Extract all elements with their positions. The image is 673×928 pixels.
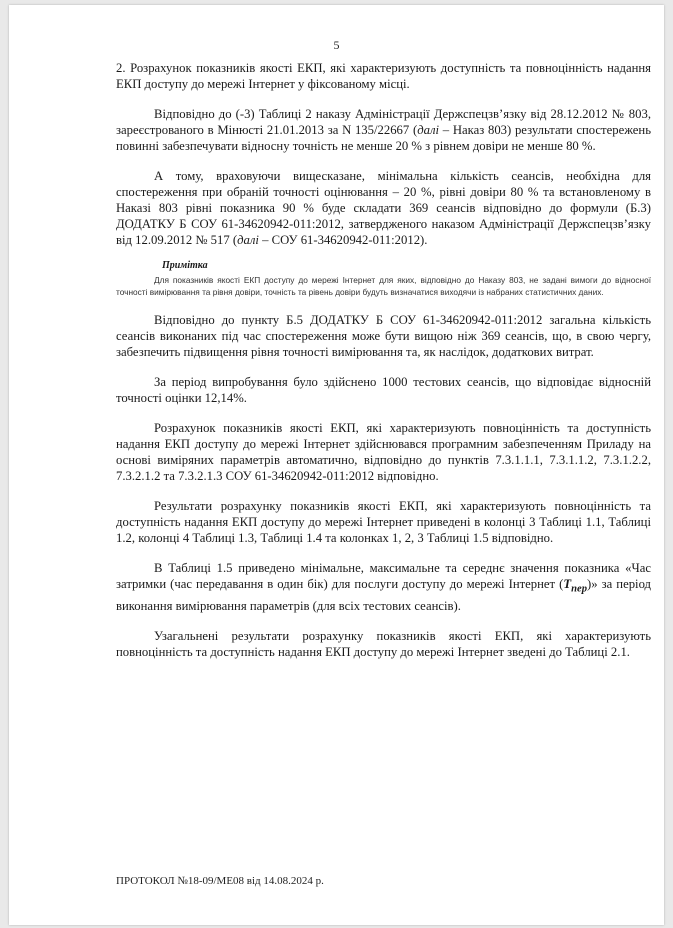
- paragraph-summary: Узагальнені результати розрахунку показників якості ЕКП, які характеризують повноцінність та доступність надання ЕКП доступу до мережі Інтернет зведені до Таблиці 2.1.: [116, 628, 651, 659]
- paragraph-test-sessions: За період випробування було здійснено 1000 тестових сеансів, що відповідає відносній точності оцінки 12,14%.: [116, 375, 651, 405]
- paragraph-results-tables: Результати розрахунку показників якості ЕКП, які характеризують повноцінність та доступність надання ЕКП доступу до мережі Інтернет приведені в колонці 3 Таблиці 1.1, Таблиці 1.2, колонці 4 Таблиці 1.3, Таблиці 1.4 та колонках 1, 2, 3 Таблиці 1.5 відповідно.: [116, 499, 651, 545]
- note-text: Для показників якості ЕКП доступу до мережі Інтернет для яких, відповідно до Наказу 803, не задані вимоги до відносної точності вимірювання та рівня довіри, точність та рівень довіри будуть визначатися виходячи із набраних статистичних даних.: [116, 275, 651, 297]
- paragraph-section-title: 2. Розрахунок показників якості ЕКП, які характеризують доступність та повноцінність надання ЕКП доступу до мережі Інтернет у фіксованому місці.: [116, 61, 651, 91]
- document-page: [9, 5, 664, 925]
- protocol-footer: ПРОТОКОЛ №18-09/МЕ08 від 14.08.2024 р.: [116, 875, 324, 887]
- document-body: [116, 60, 651, 660]
- paragraph-session-count: Відповідно до пункту Б.5 ДОДАТКУ Б СОУ 61-34620942-011:2012 загальна кількість сеансів виконаних під час спостереження може бути вищою ніж 369 сеансів, що, в свою чергу, забезпечить підвищення рівня точності вимірювання та, як наслідок, додаткових витрат.: [116, 313, 651, 359]
- paragraph-min-sessions: А тому, враховуючи вищесказане, мінімальна кількість сеансів, необхідна для спостереження при обраній точності оцінювання – 20 %, рівні довіри 80 % та встановленому в Наказі 803 рівні показника 90 % буде складати 369 сеансів відповідно до формули (Б.3) ДОДАТКУ Б СОУ 61-34620942-011:2012, затвердженого наказом Адміністрації Держспецзв’язку від 12.09.2012 № 517 (далі – СОУ 61-34620942-011:2012).: [116, 169, 651, 247]
- note-heading: Примітка: [162, 260, 208, 271]
- paragraph-order-803: Відповідно до (-3) Таблиці 2 наказу Адміністрації Держспецзв’язку від 28.12.2012 № 803, зареєстрованого в Мінюсті 21.01.2013 за N 135/22667 (далі – Наказ 803) результати спостережень повинні забезпечувати відносну точність не менше 20 % з рівнем довіри не менше 80 %.: [116, 107, 651, 153]
- paragraph-delay-indicator: В Таблиці 1.5 приведено мінімальне, максимальне та середнє значення показника «Час затримки (час передавання в один бік) для послуги доступу до мережі Інтернет $(T_{пер})$» за період виконання вимірювання параметрів (для всіх тестових сеансів).: [116, 561, 651, 613]
- paragraph-calculation-method: Розрахунок показників якості ЕКП, які характеризують повноцінність та доступність надання ЕКП доступу до мережі Інтернет здійснювався програмним забезпеченням Приладу на основі виміряних параметрів автоматично, відповідно до пунктів 7.3.1.1.1, 7.3.1.1.2, 7.3.1.2.2, 7.3.2.1.2 та 7.3.2.1.3 СОУ 61-34620942-011:2012 відповідно.: [116, 421, 651, 483]
- page-number: 5: [333, 38, 340, 52]
